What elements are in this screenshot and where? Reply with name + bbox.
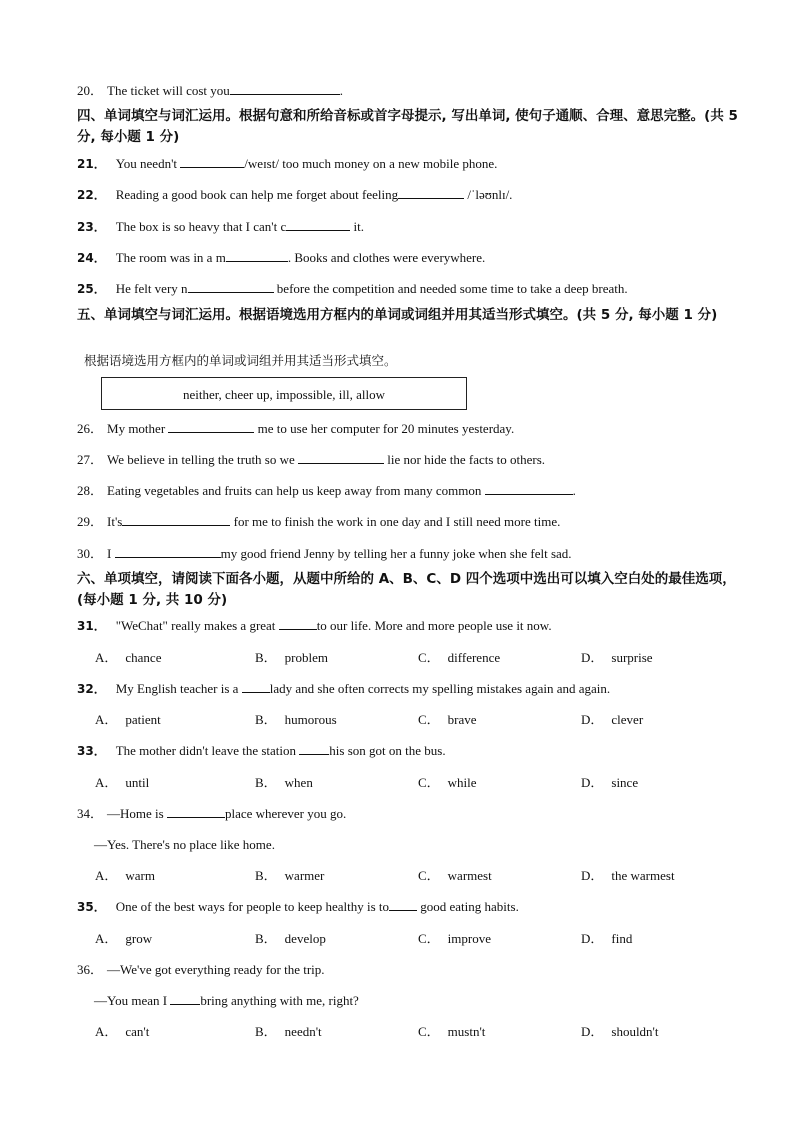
option-text: improve [447, 931, 491, 946]
option-text: develop [284, 931, 326, 946]
option-letter: A． [95, 868, 118, 883]
question-number: 29． [77, 514, 104, 529]
question-number: 23． [77, 220, 106, 234]
section-5-heading: 五、单词填空与词汇运用。根据语境选用方框内的单词或词组并用其适当形式填空。(共 5 分, 每小题 1 分) [77, 307, 718, 323]
option-c[interactable] [418, 930, 491, 948]
option-letter: C． [418, 775, 440, 790]
question-text-post: for me to finish the work in one day and I still need more time. [230, 514, 561, 529]
question-text-post: bring anything with me, right? [200, 993, 359, 1008]
option-d[interactable] [581, 867, 675, 885]
option-letter: A． [95, 712, 118, 727]
option-text: needn't [284, 1024, 322, 1039]
option-letter: B． [255, 1024, 277, 1039]
question-text-post: . [572, 483, 576, 498]
option-a[interactable] [95, 1023, 149, 1041]
question-text-post: /ˈləʊnlɪ/. [464, 187, 513, 202]
option-text: surprise [611, 650, 653, 665]
question-text-post: me to use her computer for 20 minutes yesterday. [254, 421, 515, 436]
option-letter: B． [255, 775, 277, 790]
question-23 [77, 218, 364, 236]
question-34-reply: —Yes. There's no place like home. [94, 837, 275, 852]
option-text: find [611, 931, 633, 946]
answer-blank[interactable] [167, 805, 225, 818]
option-a[interactable] [95, 774, 149, 792]
option-letter: B． [255, 650, 277, 665]
question-number: 31． [77, 619, 106, 633]
option-b[interactable] [255, 711, 337, 729]
option-letter: A． [95, 931, 118, 946]
question-number: 32． [77, 682, 106, 696]
section-6-heading: 六、单项填空，请阅读下面各小题，从题中所给的 A、B、C、D 四个选项中选出可以填入空白处的最佳选项，(每小题 1 分, 共 10 分) [77, 571, 736, 608]
option-b[interactable] [255, 930, 326, 948]
question-text-pre: You needn't [115, 156, 178, 171]
option-letter: D． [581, 712, 604, 727]
question-22 [77, 186, 512, 204]
question-text-post: my good friend Jenny by telling her a funny joke when she felt sad. [220, 546, 572, 561]
question-text-post: good eating habits. [417, 899, 519, 914]
question-text-post: . [339, 83, 344, 98]
option-letter: A． [95, 1024, 118, 1039]
question-text-pre: The room was in a m [115, 250, 226, 265]
question-number: 33． [77, 744, 106, 758]
question-number: 30． [77, 546, 104, 561]
question-number: 21． [77, 157, 106, 171]
option-a[interactable] [95, 711, 161, 729]
option-letter: D． [581, 931, 604, 946]
answer-blank[interactable] [168, 420, 254, 433]
question-28 [77, 482, 576, 500]
option-text: until [125, 775, 150, 790]
option-c[interactable] [418, 711, 477, 729]
option-letter: B． [255, 712, 277, 727]
option-text: while [447, 775, 477, 790]
option-b[interactable] [255, 649, 328, 667]
option-d[interactable] [581, 711, 643, 729]
section-5-instruction: 根据语境选用方框内的单词或词组并用其适当形式填空。 [84, 353, 397, 368]
answer-blank[interactable] [230, 82, 340, 95]
option-text: chance [125, 650, 162, 665]
question-text-pre: The mother didn't leave the station [115, 743, 297, 758]
question-29 [77, 513, 560, 531]
question-text-post: place wherever you go. [224, 806, 347, 821]
question-25 [77, 280, 628, 298]
option-letter: C． [418, 1024, 440, 1039]
question-21 [77, 155, 497, 173]
question-32 [77, 680, 610, 698]
option-letter: B． [255, 868, 277, 883]
answer-blank[interactable] [299, 742, 329, 755]
option-letter: D． [581, 1024, 604, 1039]
option-text: humorous [284, 712, 337, 727]
question-number: 24． [77, 251, 106, 265]
option-b[interactable] [255, 774, 313, 792]
option-b[interactable] [255, 867, 324, 885]
question-text-pre: The box is so heavy that I can't c [115, 219, 287, 234]
answer-blank[interactable] [286, 218, 350, 231]
option-letter: D． [581, 650, 604, 665]
answer-blank[interactable] [180, 155, 244, 168]
question-text-post: /weɪst/ too much money on a new mobile phone. [244, 156, 498, 171]
question-text-post: . Books and clothes were everywhere. [287, 250, 486, 265]
answer-blank[interactable] [188, 280, 274, 293]
option-letter: A． [95, 775, 118, 790]
question-36-line-2 [94, 992, 359, 1010]
question-number: 25． [77, 282, 106, 296]
question-text-post: lie nor hide the facts to others. [384, 452, 546, 467]
question-24 [77, 249, 485, 267]
option-letter: C． [418, 712, 440, 727]
question-31 [77, 617, 552, 635]
answer-blank[interactable] [115, 545, 221, 558]
question-text-pre: Reading a good book can help me forget about feeling [115, 187, 399, 202]
question-text-pre: My mother [107, 421, 166, 436]
answer-blank[interactable] [226, 249, 288, 262]
option-c[interactable] [418, 1023, 485, 1041]
question-35 [77, 898, 519, 916]
question-number: 20． [77, 83, 104, 98]
question-text-pre: We believe in telling the truth so we [107, 452, 295, 467]
option-letter: A． [95, 650, 118, 665]
option-b[interactable] [255, 1023, 322, 1041]
question-number: 34． [77, 806, 104, 821]
question-20 [77, 82, 343, 100]
option-d[interactable] [581, 774, 638, 792]
option-d[interactable] [581, 1023, 659, 1041]
question-text-pre: Eating vegetables and fruits can help us keep away from many common [107, 483, 482, 498]
question-text-pre: —You mean I [94, 993, 168, 1008]
option-d[interactable] [581, 930, 632, 948]
question-number: 35． [77, 900, 106, 914]
question-text-pre: —We've got everything ready for the trip. [107, 962, 325, 977]
option-letter: D． [581, 775, 604, 790]
option-text: warmer [284, 868, 325, 883]
option-text: warmest [447, 868, 492, 883]
question-number: 36． [77, 962, 104, 977]
option-a[interactable] [95, 930, 152, 948]
question-33 [77, 742, 446, 760]
option-text: grow [125, 931, 153, 946]
question-text-pre: One of the best ways for people to keep healthy is to [115, 899, 389, 914]
question-number: 28． [77, 483, 104, 498]
option-text: patient [125, 712, 161, 727]
answer-blank[interactable] [298, 451, 384, 464]
option-c[interactable] [418, 867, 492, 885]
question-text-post: before the competition and needed some time to take a deep breath. [273, 281, 628, 296]
question-27 [77, 451, 545, 469]
question-text-pre: The ticket will cost you [107, 83, 230, 98]
question-number: 22． [77, 188, 106, 202]
option-letter: B． [255, 931, 277, 946]
question-text-post: to our life. More and more people use it now. [316, 618, 552, 633]
answer-blank[interactable] [170, 992, 200, 1005]
option-text: can't [125, 1024, 150, 1039]
answer-blank[interactable] [242, 680, 270, 693]
option-a[interactable] [95, 649, 161, 667]
question-34 [77, 805, 346, 823]
question-text-pre: —Home is [107, 806, 164, 821]
option-text: since [611, 775, 639, 790]
answer-blank[interactable] [279, 617, 317, 630]
question-30 [77, 545, 572, 563]
section-4-heading: 四、单词填空与词汇运用。根据句意和所给音标或首字母提示, 写出单词, 使句子通顺、合理、意思完整。(共 5 分, 每小题 1 分) [77, 108, 738, 145]
option-c[interactable] [418, 774, 477, 792]
question-26 [77, 420, 514, 438]
question-text-pre: "WeChat" really makes a great [115, 618, 276, 633]
question-text-pre: I [107, 546, 112, 561]
option-text: brave [447, 712, 477, 727]
word-bank-box: neither, cheer up, impossible, ill, allow [101, 377, 467, 410]
option-letter: C． [418, 868, 440, 883]
option-letter: C． [418, 931, 440, 946]
question-text-post: his son got on the bus. [329, 743, 446, 758]
option-text: when [284, 775, 313, 790]
question-text-pre: He felt very n [115, 281, 188, 296]
option-c[interactable] [418, 649, 500, 667]
answer-blank[interactable] [485, 482, 573, 495]
question-number: 26． [77, 421, 104, 436]
answer-blank[interactable] [122, 513, 230, 526]
option-text: difference [447, 650, 501, 665]
question-text-pre: It's [107, 514, 123, 529]
option-letter: C． [418, 650, 440, 665]
question-36 [77, 961, 325, 979]
option-text: the warmest [611, 868, 675, 883]
question-text-post: lady and she often corrects my spelling mistakes again and again. [269, 681, 611, 696]
question-text-post: it. [350, 219, 365, 234]
answer-blank[interactable] [398, 186, 464, 199]
option-letter: D． [581, 868, 604, 883]
option-text: problem [284, 650, 328, 665]
question-number: 27． [77, 452, 104, 467]
answer-blank[interactable] [389, 898, 417, 911]
option-text: clever [611, 712, 644, 727]
option-text: shouldn't [611, 1024, 659, 1039]
option-text: mustn't [447, 1024, 486, 1039]
option-a[interactable] [95, 867, 155, 885]
question-text-pre: My English teacher is a [115, 681, 239, 696]
option-text: warm [125, 868, 155, 883]
option-d[interactable] [581, 649, 653, 667]
